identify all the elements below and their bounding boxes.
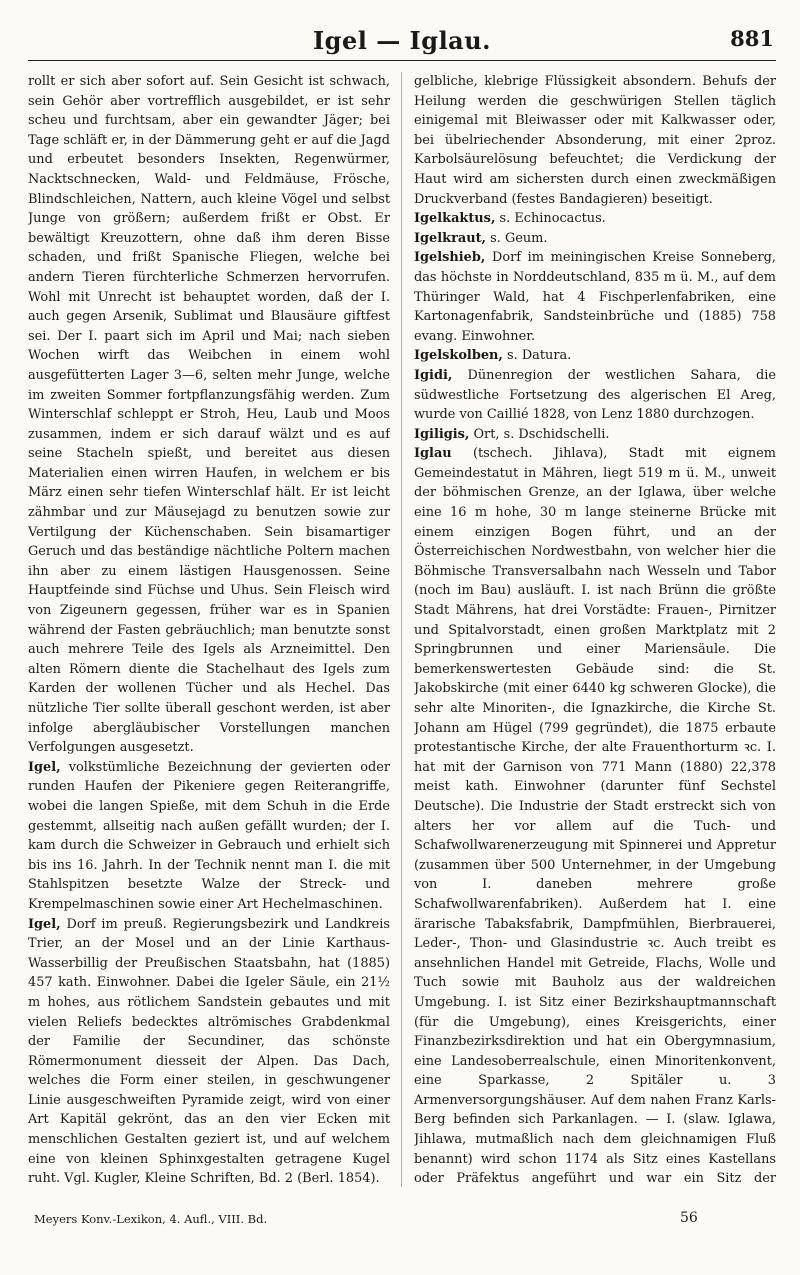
- entry-headword: Igelshieb,: [414, 250, 486, 266]
- entry-text: s. Datura.: [502, 348, 572, 364]
- continuation-text: rollt er sich aber sofort auf. Sein Gesicht ist schwach, sein Gehör aber vortrefflich ausgebildet, er ist sehr scheu und furchtsam, aber ein gewandter Jäger; bei Tage schläft er, in der Dämmerung geht er auf die Jagd und erbeutet besonders Insekten, Regenwürmer, Nacktschnecken, Wald- und Feldmäuse, Frösche, Blindschleichen, Nattern, auch kleine Vögel und selbst Junge von größern; außerdem frißt er Obst. Er bewältigt Kreuzottern, ohne daß ihm deren Bisse schaden, und frißt Spanische Fliegen, welche bei andern Tieren fürchterliche Schmerzen hervorrufen. Wohl mit Unrecht ist behauptet worden, daß der I. auch gegen Arsenik, Sublimat und Blausäure giftfest sei. Der I. paart sich im April und Mai; nach sieben Wochen wirft das Weibchen in einem wohl ausgefütterten Lager 3—6, selten mehr Junge, welche im zweiten Sommer fortpflanzungsfähig werden. Zum Winterschlaf schleppt er Stroh, Heu, Laub und Moos zusammen, indem er sich darauf wälzt und es auf seine Stacheln spießt, und bereitet aus diesen Materialien einen wirren Haufen, in welchem er bis März einen sehr tiefen Winterschlaf hält. Er ist leicht zähmbar und zur Mäusejagd zu benutzen sowie zur Vertilgung der Küchenschaben. Sein bisamartiger Geruch und das beständige nächtliche Poltern machen ihn aber zu einem lästigen Hausgenossen. Seine Hauptfeinde sind Füchse und Uhus. Sein Fleisch wird von Zigeunern gegessen, früher war es in Spanien während der Fasten gebräuchlich; man benutzte sonst auch mehrere Teile des Igels als Arzneimittel. Den alten Römern diente die Stachelhaut des Igels zum Karden der wollenen Tücher und als Hechel. Das nützliche Tier sollte überall geschont werden, ist aber infolge abergläubischer Vorstellungen manchen Verfolgungen ausgesetzt.: [28, 74, 390, 756]
- entry-headword: Igel,: [28, 759, 61, 775]
- entry-igel-village: [28, 915, 390, 1187]
- entry-text: Dünenregion der westlichen Sahara, die südwestliche Fortsetzung des algerischen El Areg, wurde von Caillié 1828, von Lenz 1880 durchzogen.: [414, 367, 776, 423]
- entry-text: s. Geum.: [486, 230, 548, 246]
- signature-mark: 56: [680, 1210, 698, 1226]
- entry-igelkaktus: [414, 209, 776, 229]
- entry-headword: Igel,: [28, 916, 61, 932]
- right-column: [414, 72, 776, 1187]
- entry-headword: Igidi,: [414, 367, 453, 383]
- entry-text: volkstümliche Bezeichnung der gevierten oder runden Haufen der Pikeniere gegen Reiterangriffe, wobei die langen Spieße, mit dem Schuh in die Erde gestemmt, allseitig nach außen gefällt wurden; der I. kam durch die Schweizer in Gebrauch und erhielt sich bis ins 16. Jahrh. In der Technik nennt man I. die mit Stahlspitzen besetzte Walze der Streck- und Krempelmaschinen sowie einer Art Hechelmaschinen.: [28, 759, 390, 912]
- continuation-text: gelbliche, klebrige Flüssigkeit absondern. Behufs der Heilung werden die geschwürigen Stellen täglich einigemal mit Bleiwasser oder mit Kalkwasser oder, bei übelriechender Absonderung, mit einer 2proz. Karbolsäurelösung befeuchtet; die Verdickung der Haut wird am sichersten durch einen zweckmäßigen Druckverband (festes Bandagieren) beseitigt.: [414, 74, 776, 207]
- entry-igiligis: [414, 425, 776, 445]
- entry-headword: Igiligis,: [414, 426, 470, 442]
- page-number: 881: [730, 26, 774, 51]
- entry-igelskolben: [414, 346, 776, 366]
- entry-headword: Igelskolben,: [414, 348, 503, 364]
- entry-igel-military: [28, 758, 390, 915]
- entry-igidi: [414, 366, 776, 425]
- entry-text: Dorf im meiningischen Kreise Sonneberg, das höchste in Norddeutschland, 835 m ü. M., auf dem Thüringer Wald, hat 4 Fischperlenfabriken, eine Kartonagenfabrik, Sandsteinbrüche und (1885) 758 evang. Einwohner.: [414, 250, 776, 344]
- source-line: Meyers Konv.-Lexikon, 4. Aufl., VIII. Bd.: [34, 1212, 268, 1226]
- entry-headword: Igelkaktus,: [414, 211, 496, 227]
- lexicon-page: [28, 14, 776, 1264]
- entry-headword: Igelkraut,: [414, 230, 487, 246]
- entry-headword: Iglau: [414, 446, 452, 462]
- page-header: [28, 22, 776, 61]
- column-divider: [401, 72, 402, 1187]
- entry-iglau: [414, 444, 776, 1187]
- entry-igelkraut: [414, 229, 776, 249]
- entry-igelshieb: [414, 248, 776, 346]
- left-column: [28, 72, 390, 1187]
- entry-text: (tschech. Jihlava), Stadt mit eignem Gemeindestatut in Mähren, liegt 519 m ü. M., unweit der böhmischen Grenze, an der Iglawa, über welche eine 16 m hohe, 30 m lange steinerne Brücke mit einem einzigen Bogen führt, und an der Österreichischen Nordwestbahn, von welcher hier die Böhmische Transversalbahn nach Wesseln und Tabor (noch im Bau) ausläuft. I. ist nach Brünn die größte Stadt Mährens, hat drei Vorstädte: Frauen-, Pirnitzer und Spitalvorstadt, einen großen Marktplatz mit 2 Springbrunnen und einer Mariensäule. Die bemerkenswertesten Gebäude sind: die St. Jakobskirche (mit einer 6440 kg schweren Glocke), die sehr alte Minoriten-, die Ignazkirche, die Kirche St. Johann am Hügel (799 gegründet), die 1875 erbaute protestantische Kirche, der alte Frauenthorturm ꝛc. I. hat mit der Garnison von 771 Mann (1880) 22,378 meist kath. Einwohner (darunter fünf Sechstel Deutsche). Die Industrie der Stadt erstreckt sich von alters her vor allem auf die Tuch- und Schafwollwarenerzeugung mit Spinnerei und Appretur (zusammen über 500 Unternehmer, in der Umgebung von I. daneben mehrere große Schafwollwarenfabriken). Außerdem hat I. eine ärarische Tabaksfabrik, Dampfmühlen, Bierbrauerei, Leder-, Thon- und Glasindustrie ꝛc. Auch treibt es ansehnlichen Handel mit Getreide, Flachs, Wolle und Tuch sowie mit Bauholz aus der waldreichen Umgebung. I. ist Sitz einer Bezirkshauptmannschaft (für die Umgebung), eines Kreisgerichts, einer Finanzbezirksdirektion und hat ein Obergymnasium, eine Landesoberrealschule, einen Minoritenkonvent, eine Sparkasse, 2 Spitäler u. 3 Armenversorgungshäuser. Auf dem nahen Franz Karls-Berg befinden sich Parkanlagen. — I. (slaw. Iglawa, Jihlawa, mutmaßlich nach dem gleichnamigen Fluß benannt) wird schon 1174 als Sitz eines Kastellans oder Präfektus angeführt und war ein Sitz der: [414, 446, 776, 1187]
- page-footer: [28, 1202, 776, 1242]
- entry-text: Ort, s. Dschidschelli.: [469, 426, 610, 442]
- entry-text: Dorf im preuß. Regierungsbezirk und Landkreis Trier, an der Mosel und an der Linie Karthaus-Wasserbillig der Preußischen Staatsbahn, hat (1885) 457 kath. Einwohner. Dabei die Igeler Säule, ein 21½ m hohes, aus rötlichem Sandstein gebautes und mit vielen Reliefs bedecktes altrömisches Grabdenkmal der Familie der Secundiner, das schönste Römermonument diesseit der Alpen. Das Dach, welches die Form einer steilen, in geschwungener Linie ausgeschweiften Pyramide zeigt, wird von einer Art Kapitäl gekrönt, das an den vier Ecken mit menschlichen Gestalten geziert ist, und auf welchem eine von kleinen Sphinxgestalten getragene Kugel ruht. Vgl. Kugler, Kleine Schriften, Bd. 2 (Berl. 1854).: [28, 916, 390, 1187]
- page-title: Igel — Iglau.: [312, 26, 492, 55]
- entry-text: s. Echinocactus.: [495, 211, 606, 227]
